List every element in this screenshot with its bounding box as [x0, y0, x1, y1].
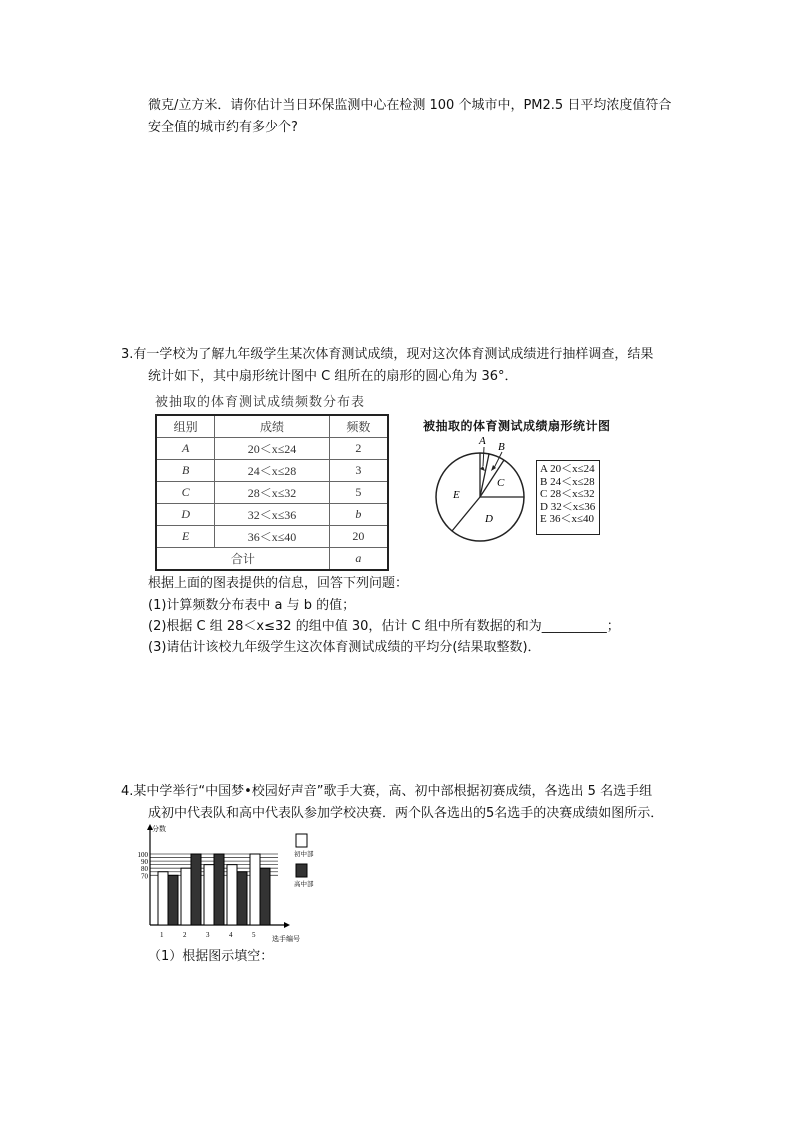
- bar-junior-2: [181, 868, 191, 925]
- frequency-table: [155, 391, 389, 571]
- table-row: [156, 504, 388, 526]
- table-cell: 24＜x≤28: [215, 460, 329, 482]
- pie-chart-title: 被抽取的体育测试成绩扇形统计图: [423, 419, 611, 433]
- table-cell: 28＜x≤32: [215, 482, 329, 504]
- pie-label-c: C: [497, 477, 505, 489]
- table-total-value: a: [329, 548, 388, 571]
- table-cell: b: [329, 504, 388, 526]
- table-cell: C: [156, 482, 215, 504]
- table-caption: 被抽取的体育测试成绩频数分布表: [155, 395, 366, 410]
- legend-label: 初中部: [294, 850, 314, 858]
- bar-chart: [138, 822, 338, 947]
- pie-legend: [536, 460, 600, 535]
- x-tick-label: 5: [252, 931, 256, 939]
- table-total-row: [156, 548, 388, 571]
- table-cell: 20: [329, 526, 388, 548]
- bar-junior-3: [204, 865, 214, 925]
- pie-label-a: A: [479, 435, 486, 447]
- x-tick-label: 2: [183, 931, 187, 939]
- legend-label: 高中部: [294, 880, 314, 888]
- table-header-freq: 频数: [329, 415, 388, 438]
- y-tick-label: 90: [141, 858, 148, 867]
- x-tick-label: 4: [229, 931, 233, 939]
- x-tick-label: 1: [160, 931, 164, 939]
- q4-text-line1: 4.某中学举行“中国梦•校园好声音”歌手大赛，高、初中部根据初赛成绩，各选出 5 名选手组: [121, 784, 653, 799]
- table-header-score: 成绩: [215, 415, 329, 438]
- q2-text-line1: 微克/立方米．请你估计当日环保监测中心在检测 100 个城市中，PM2.5 日平均浓度值符合: [148, 98, 672, 113]
- bar-senior-4: [237, 872, 247, 925]
- q2-text-line2: 安全值的城市约有多少个?: [148, 120, 298, 135]
- pie-label-b: B: [498, 441, 505, 453]
- table-cell: B: [156, 460, 215, 482]
- x-axis-label: 选手编号: [272, 935, 300, 943]
- bar-junior-4: [227, 865, 237, 925]
- y-tick-label: 80: [141, 865, 148, 874]
- table-cell: E: [156, 526, 215, 548]
- q3-prompt: 根据上面的图表提供的信息，回答下列问题：: [148, 576, 409, 591]
- pie-chart: [430, 430, 540, 545]
- table-cell: A: [156, 438, 215, 460]
- table-cell: 32＜x≤36: [215, 504, 329, 526]
- table-cell: 5: [329, 482, 388, 504]
- q3-text-line1: 3.有一学校为了解九年级学生某次体育测试成绩，现对这次体育测试成绩进行抽样调查，结果: [121, 347, 654, 362]
- legend-swatch: [296, 864, 307, 877]
- q4-sub1: （1）根据图示填空：: [148, 949, 274, 964]
- table-cell: 2: [329, 438, 388, 460]
- bar-junior-5: [250, 854, 260, 925]
- q3-sub1: (1)计算频数分布表中 a 与 b 的值；: [148, 598, 356, 613]
- pie-label-d: D: [485, 513, 493, 525]
- table-cell: 36＜x≤40: [215, 526, 329, 548]
- table-row: [156, 526, 388, 548]
- bar-senior-2: [191, 854, 201, 925]
- q3-sub3: (3)请估计该校九年级学生这次体育测试成绩的平均分(结果取整数)．: [148, 640, 541, 655]
- x-tick-label: 3: [206, 931, 210, 939]
- table-row: [156, 460, 388, 482]
- legend-item: B 24＜x≤28: [540, 475, 595, 488]
- y-tick-label: 100: [138, 851, 148, 859]
- table-cell: D: [156, 504, 215, 526]
- table-row: [156, 482, 388, 504]
- legend-swatch: [296, 834, 307, 847]
- legend-item: C 28＜x≤32: [540, 488, 595, 500]
- bar-senior-5: [260, 868, 270, 925]
- bar-senior-3: [214, 854, 224, 925]
- x-axis-arrow: [284, 922, 290, 928]
- pie-label-e: E: [453, 489, 460, 501]
- legend-item: E 36＜x≤40: [540, 513, 595, 525]
- q3-text-line2: 统计如下，其中扇形统计图中 C 组所在的扇形的圆心角为 36°．: [148, 369, 518, 384]
- table-cell: 20＜x≤24: [215, 438, 329, 460]
- legend-item: A 20＜x≤24: [540, 463, 595, 475]
- table-total-label: 合计: [156, 548, 329, 571]
- legend-item: D 32＜x≤36: [540, 500, 596, 513]
- table-row: [156, 438, 388, 460]
- bar-senior-1: [168, 875, 178, 925]
- y-tick-label: 70: [141, 872, 148, 881]
- table-cell: 3: [329, 460, 388, 482]
- q3-sub2: (2)根据 C 组 28＜x≤32 的组中值 30，估计 C 组中所有数据的和为__________；: [148, 619, 620, 634]
- bar-junior-1: [158, 872, 168, 925]
- table-header-group: 组别: [156, 415, 215, 438]
- y-axis-label: 分数: [152, 825, 166, 833]
- q4-text-line2: 成初中代表队和高中代表队参加学校决赛．两个队各选出的5名选手的决赛成绩如图所示．: [148, 806, 664, 821]
